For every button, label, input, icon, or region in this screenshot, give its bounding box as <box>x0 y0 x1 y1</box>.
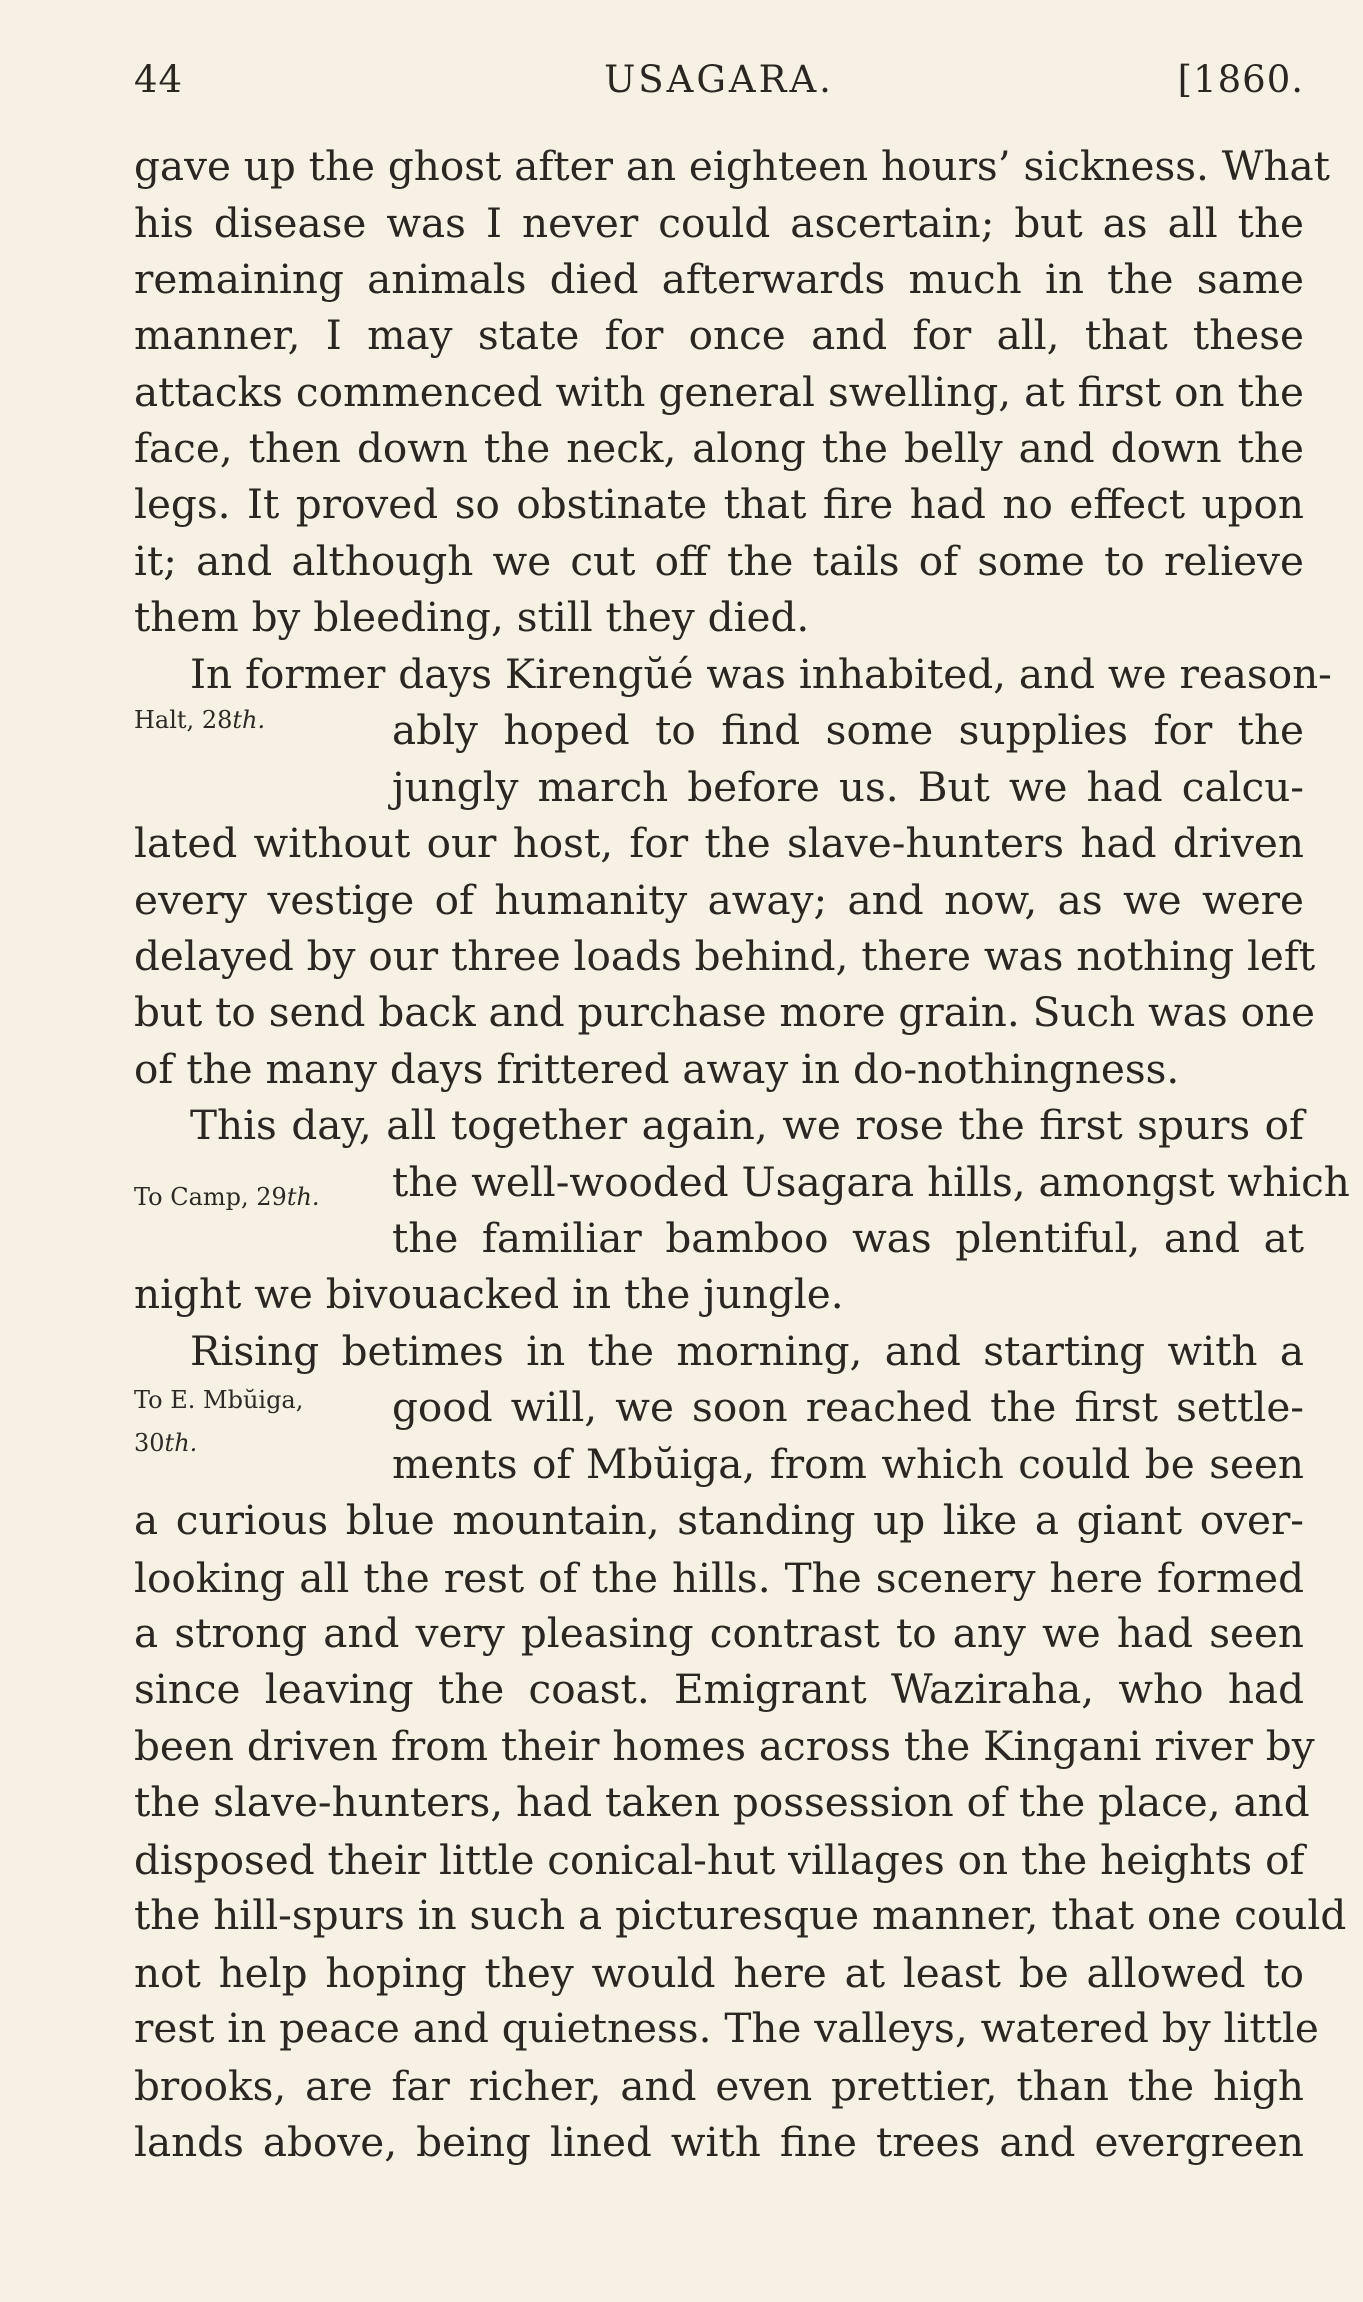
running-title: USAGARA. <box>604 58 834 101</box>
text-line: attacks commenced with general swelling, at first on the <box>134 368 1304 416</box>
text-line: the hill-spurs in such a picturesque manner, that one could <box>134 1891 1347 1939</box>
text-line: the well-wooded Usagara hills, amongst which <box>392 1158 1350 1206</box>
text-line: Rising betimes in the morning, and starting with a <box>190 1327 1304 1375</box>
text-line: ments of Mbŭiga, from which could be seen <box>392 1440 1304 1488</box>
text-line: a curious blue mountain, standing up like a giant over- <box>134 1496 1304 1544</box>
text-line: them by bleeding, still they died. <box>134 593 810 641</box>
text-line: his disease was I never could ascertain; but as all the <box>134 199 1304 247</box>
margin-note-halt: Halt, 28th. <box>134 706 266 734</box>
text-line: rest in peace and quietness. The valleys, watered by little <box>134 2004 1319 2052</box>
text-line: jungly march before us. But we had calcu- <box>392 763 1304 811</box>
text-line: delayed by our three loads behind, there was nothing left <box>134 932 1316 980</box>
text-line: the familiar bamboo was plentiful, and at <box>392 1214 1304 1262</box>
margin-note-date: 30th. <box>134 1429 198 1457</box>
text-line: the slave-hunters, had taken possession of the place, and <box>134 1778 1310 1826</box>
running-header <box>134 58 1304 118</box>
text-line: but to send back and purchase more grain. Such was one <box>134 988 1316 1036</box>
text-line: face, then down the neck, along the belly and down the <box>134 424 1304 472</box>
text-line: it; and although we cut off the tails of some to relieve <box>134 537 1304 585</box>
text-line: not help hoping they would here at least be allowed to <box>134 1949 1304 1997</box>
text-line: In former days Kirengŭé was inhabited, and we reason- <box>190 650 1332 698</box>
text-line: a strong and very pleasing contrast to any we had seen <box>134 1609 1304 1657</box>
header-year: [1860. <box>1177 58 1304 101</box>
text-line: remaining animals died afterwards much in the same <box>134 255 1304 303</box>
text-line: disposed their little conical-hut villages on the heights of <box>134 1836 1305 1884</box>
text-line: good will, we soon reached the first settle- <box>392 1383 1304 1431</box>
text-line: lated without our host, for the slave-hunters had driven <box>134 819 1304 867</box>
text-line: been driven from their homes across the Kingani river by <box>134 1722 1315 1770</box>
page-number: 44 <box>134 58 184 101</box>
text-line: lands above, being lined with fine trees and evergreen <box>134 2118 1304 2166</box>
text-line: looking all the rest of the hills. The scenery here formed <box>134 1554 1304 1602</box>
text-line: every vestige of humanity away; and now, as we were <box>134 876 1304 924</box>
margin-note-mbuiga: To E. Mbŭiga, <box>134 1386 304 1414</box>
text-line: legs. It proved so obstinate that fire had no effect upon <box>134 480 1304 528</box>
text-line: of the many days frittered away in do-nothingness. <box>134 1045 1180 1093</box>
text-line: since leaving the coast. Emigrant Waziraha, who had <box>134 1665 1304 1713</box>
text-line: gave up the ghost after an eighteen hours’ sickness. What <box>134 142 1330 190</box>
text-line: This day, all together again, we rose the first spurs of <box>190 1101 1304 1149</box>
text-line: ably hoped to find some supplies for the <box>392 706 1304 754</box>
margin-note-camp: To Camp, 29th. <box>134 1183 320 1211</box>
text-line: night we bivouacked in the jungle. <box>134 1270 844 1318</box>
text-line: manner, I may state for once and for all, that these <box>134 311 1304 359</box>
text-line: brooks, are far richer, and even prettier, than the high <box>134 2062 1304 2110</box>
